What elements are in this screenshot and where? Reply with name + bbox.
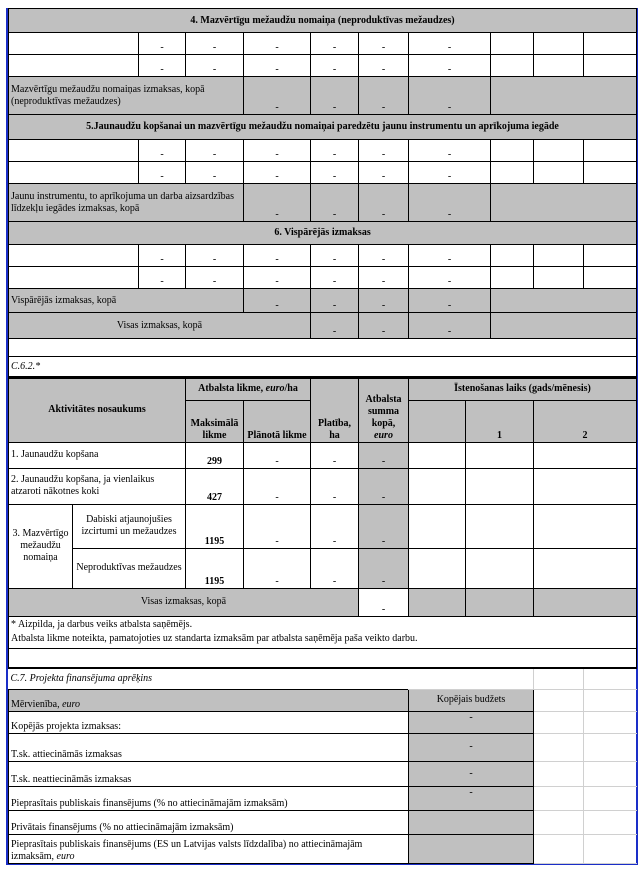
- total-value: -: [311, 77, 359, 115]
- budget-value: -: [409, 711, 534, 733]
- empty-cell: [584, 810, 637, 834]
- table-row: [9, 786, 637, 810]
- sum-value: -: [359, 548, 409, 588]
- empty-cell: [534, 786, 584, 810]
- c7-label-row: [9, 669, 637, 689]
- cell[interactable]: [9, 245, 139, 267]
- empty-cell: [534, 689, 584, 711]
- cell[interactable]: [491, 245, 534, 267]
- empty-cell: [9, 648, 637, 668]
- planned-rate-input[interactable]: -: [244, 442, 311, 468]
- table-row[interactable]: [9, 33, 637, 55]
- timing-cell[interactable]: [534, 504, 637, 548]
- cell[interactable]: -: [139, 55, 186, 77]
- cell[interactable]: -: [409, 162, 491, 184]
- filler: [466, 588, 534, 616]
- cell[interactable]: -: [244, 140, 311, 162]
- c62-total-value: -: [359, 588, 409, 616]
- rate-group-text: Atbalsta likme,: [198, 383, 266, 395]
- timing-col-header: 1: [466, 400, 534, 442]
- empty-cell: [534, 711, 584, 733]
- cell[interactable]: -: [186, 55, 244, 77]
- timing-cell[interactable]: [534, 468, 637, 504]
- cell[interactable]: -: [186, 245, 244, 267]
- cell[interactable]: [491, 140, 534, 162]
- row-label-text: Pieprasītais publiskais finansējums (ES un Latvijas valsts līdzdalība) no attiecināmajām izmaksām,: [11, 838, 363, 862]
- empty-cell: [9, 339, 637, 357]
- c62-label-row: [9, 357, 637, 377]
- sum-header: [359, 378, 409, 442]
- section-4-title: 4. Mazvērtīgu mežaudžu nomaiņa (neproduktīvas mežaudzes): [9, 9, 637, 33]
- filler: [534, 588, 637, 616]
- section-5-total-label: Jaunu instrumentu, to aprīkojuma un darba aizsardzības līdzekļu iegādes izmaksas, kopā: [9, 184, 244, 222]
- cell[interactable]: [584, 140, 637, 162]
- cell[interactable]: [534, 162, 584, 184]
- cell[interactable]: [584, 267, 637, 289]
- budget-header: Kopējais budžets: [409, 689, 534, 711]
- grand-total-label: Visas izmaksas, kopā: [9, 313, 311, 339]
- cell[interactable]: [491, 33, 534, 55]
- row-label-unit: euro: [56, 850, 75, 862]
- total-value: -: [311, 289, 359, 313]
- unit-text: Mērvienība,: [11, 698, 63, 710]
- cell[interactable]: -: [139, 162, 186, 184]
- section-6-total-row: [9, 289, 637, 313]
- group-name: 3. Mazvērtīgo mežaudžu nomaiņa: [9, 504, 73, 588]
- cell[interactable]: -: [186, 162, 244, 184]
- total-value: -: [409, 289, 491, 313]
- row-label: T.sk. neattiecināmās izmaksas: [9, 761, 409, 786]
- cell[interactable]: [534, 55, 584, 77]
- spacer-row: [9, 648, 637, 668]
- max-rate-header: Maksimālā likme: [186, 400, 244, 442]
- section-5-title: 5.Jaunaudžu kopšanai un mazvērtīgu mežaudžu nomaiņai paredzētu jaunu instrumentu un aprīkojuma iegāde: [9, 115, 637, 140]
- note-2: Atbalsta likme noteikta, pamatojoties uz standarta izmaksām par atbalsta saņēmēja paša veikto darbu.: [11, 633, 418, 644]
- cell[interactable]: -: [244, 162, 311, 184]
- max-rate: 1195: [186, 548, 244, 588]
- max-rate: 427: [186, 468, 244, 504]
- budget-value: [409, 810, 534, 834]
- section-5-total-row: [9, 184, 637, 222]
- sum-value: -: [359, 468, 409, 504]
- cell[interactable]: -: [409, 245, 491, 267]
- row-label: Privātais finansējums (% no attiecināmajām izmaksām): [9, 810, 409, 834]
- unit-label: [9, 689, 409, 711]
- notes: [9, 616, 637, 648]
- cell[interactable]: [9, 140, 139, 162]
- activity-subname: Neproduktīvas mežaudzes: [73, 548, 186, 588]
- c62-total-row: [9, 588, 637, 616]
- c62-label: C.6.2.*: [9, 357, 637, 377]
- empty-cell: [534, 810, 584, 834]
- cell[interactable]: -: [244, 267, 311, 289]
- cell[interactable]: -: [139, 33, 186, 55]
- section-4-total-label: Mazvērtīgu mežaudžu nomaiņas izmaksas, kopā (neproduktīvas mežaudzes): [9, 77, 244, 115]
- timing-cell[interactable]: [534, 548, 637, 588]
- cell[interactable]: -: [409, 267, 491, 289]
- total-value: -: [409, 77, 491, 115]
- cell[interactable]: [9, 267, 139, 289]
- cell[interactable]: -: [311, 33, 359, 55]
- area-input[interactable]: -: [311, 468, 359, 504]
- c7-label: C.7. Projekta finansējuma aprēķins: [10, 672, 153, 684]
- section-6-title: 6. Vispārējās izmaksas: [9, 222, 637, 245]
- total-value: -: [359, 289, 409, 313]
- max-rate: 299: [186, 442, 244, 468]
- cell[interactable]: -: [359, 33, 409, 55]
- cell[interactable]: -: [311, 55, 359, 77]
- cell[interactable]: [584, 245, 637, 267]
- grand-total-value: -: [311, 313, 359, 339]
- timing-cell[interactable]: [466, 504, 534, 548]
- cell[interactable]: [534, 33, 584, 55]
- section-4-total-row: [9, 77, 637, 115]
- planned-rate-input[interactable]: -: [244, 548, 311, 588]
- cell[interactable]: -: [409, 55, 491, 77]
- planned-rate-input[interactable]: -: [244, 504, 311, 548]
- timing-cell[interactable]: [466, 442, 534, 468]
- activity-name: 2. Jaunaudžu kopšana, ja vienlaikus atzaroti nākotnes koki: [9, 468, 186, 504]
- cell[interactable]: -: [359, 267, 409, 289]
- cell[interactable]: -: [311, 162, 359, 184]
- empty-cell: [584, 689, 637, 711]
- total-value: -: [311, 184, 359, 222]
- total-value: -: [359, 77, 409, 115]
- table-row: [9, 761, 637, 786]
- area-header: Platība, ha: [311, 378, 359, 442]
- cell[interactable]: -: [359, 55, 409, 77]
- table-row: [9, 711, 637, 733]
- empty-cell: [584, 733, 637, 761]
- budget-value: -: [409, 733, 534, 761]
- section-5-header: [9, 115, 637, 140]
- total-value: -: [244, 184, 311, 222]
- cell[interactable]: -: [311, 267, 359, 289]
- table-row: [9, 733, 637, 761]
- sum-value: -: [359, 504, 409, 548]
- notes-row: [9, 616, 637, 648]
- table-row[interactable]: [9, 162, 637, 184]
- timing-cell[interactable]: [409, 442, 466, 468]
- total-value: -: [409, 184, 491, 222]
- filler: [491, 184, 637, 222]
- empty-cell: [584, 711, 637, 733]
- cell[interactable]: -: [186, 267, 244, 289]
- cell[interactable]: [584, 55, 637, 77]
- table-row[interactable]: [9, 55, 637, 77]
- cell[interactable]: -: [311, 245, 359, 267]
- timing-cell[interactable]: [534, 442, 637, 468]
- activity-subname: Dabiski atjaunojušies izcirtumi un mežaudzes: [73, 504, 186, 548]
- table-row[interactable]: [9, 267, 637, 289]
- cell[interactable]: -: [186, 140, 244, 162]
- budget-value: -: [409, 761, 534, 786]
- cost-table: [8, 8, 637, 377]
- section-6-total-label: Vispārējās izmaksas, kopā: [9, 289, 244, 313]
- total-value: -: [244, 289, 311, 313]
- cell[interactable]: -: [359, 162, 409, 184]
- cell[interactable]: [9, 55, 139, 77]
- timing-col-header: 2: [534, 400, 637, 442]
- cell[interactable]: [491, 55, 534, 77]
- table-row[interactable]: [9, 468, 637, 504]
- sum-value: -: [359, 442, 409, 468]
- activity-header: Aktivitātes nosaukums: [9, 378, 186, 442]
- sum-header-unit: euro: [374, 429, 393, 441]
- table-row: [9, 810, 637, 834]
- grand-total-value: -: [409, 313, 491, 339]
- empty-cell: [584, 761, 637, 786]
- rate-group-unit: euro: [265, 383, 285, 395]
- max-rate: 1195: [186, 504, 244, 548]
- table-row[interactable]: [9, 245, 637, 267]
- filler: [491, 313, 637, 339]
- cell[interactable]: [491, 267, 534, 289]
- cell[interactable]: [9, 33, 139, 55]
- c62-header-row-1: [9, 378, 637, 400]
- rate-group-suffix: /ha: [284, 383, 298, 395]
- unit-value: euro: [62, 698, 81, 710]
- filler: [491, 77, 637, 115]
- area-input[interactable]: -: [311, 442, 359, 468]
- spreadsheet: [8, 8, 636, 864]
- timing-cell[interactable]: [466, 468, 534, 504]
- table-row: [9, 834, 637, 863]
- row-label: Kopējās projekta izmaksas:: [9, 711, 409, 733]
- empty-cell: [584, 669, 637, 689]
- timing-cell[interactable]: [409, 504, 466, 548]
- total-value: -: [359, 184, 409, 222]
- grand-total-value: -: [359, 313, 409, 339]
- c7-header-row: [9, 689, 637, 711]
- c62-total-label: Visas izmaksas, kopā: [9, 588, 359, 616]
- timing-header: Īstenošanas laiks (gads/mēnesis): [409, 378, 637, 400]
- row-label: Pieprasītais publiskais finansējums (% no attiecināmajām izmaksām): [9, 786, 409, 810]
- cell[interactable]: [534, 267, 584, 289]
- area-input[interactable]: -: [311, 548, 359, 588]
- cell[interactable]: -: [186, 33, 244, 55]
- c7-table: [8, 669, 637, 864]
- rate-group-header: [186, 378, 311, 400]
- sum-header-text: Atbalsta summa kopā,: [365, 393, 402, 429]
- table-row[interactable]: [9, 442, 637, 468]
- empty-cell: [584, 786, 637, 810]
- planned-rate-input[interactable]: -: [244, 468, 311, 504]
- empty-cell: [534, 669, 584, 689]
- cell[interactable]: -: [311, 140, 359, 162]
- timing-cell[interactable]: [409, 548, 466, 588]
- area-input[interactable]: -: [311, 504, 359, 548]
- timing-cell[interactable]: [466, 548, 534, 588]
- cell[interactable]: -: [139, 140, 186, 162]
- timing-cell[interactable]: [409, 468, 466, 504]
- cell[interactable]: -: [244, 245, 311, 267]
- empty-cell: [534, 834, 584, 863]
- section-6-header: [9, 222, 637, 245]
- cell[interactable]: [584, 33, 637, 55]
- timing-col-header: [409, 400, 466, 442]
- budget-value: [409, 834, 534, 863]
- budget-value: -: [409, 786, 534, 810]
- filler: [491, 289, 637, 313]
- empty-cell: [409, 669, 534, 689]
- table-row[interactable]: [9, 140, 637, 162]
- cell[interactable]: -: [359, 245, 409, 267]
- planned-rate-header: Plānotā likme: [244, 400, 311, 442]
- grand-total-row: [9, 313, 637, 339]
- table-row[interactable]: [9, 548, 637, 588]
- cell[interactable]: -: [139, 267, 186, 289]
- empty-cell: [534, 761, 584, 786]
- cell[interactable]: [9, 162, 139, 184]
- cell[interactable]: [584, 162, 637, 184]
- cell[interactable]: -: [409, 140, 491, 162]
- cell[interactable]: -: [244, 33, 311, 55]
- activity-name: 1. Jaunaudžu kopšana: [9, 442, 186, 468]
- section-4-header: [9, 9, 637, 33]
- row-label: [9, 834, 409, 863]
- cell[interactable]: -: [244, 55, 311, 77]
- cell[interactable]: [534, 140, 584, 162]
- note-1: * Aizpilda, ja darbus veiks atbalsta saņēmējs.: [11, 619, 193, 630]
- row-label: T.sk. attiecināmās izmaksas: [9, 733, 409, 761]
- empty-cell: [534, 733, 584, 761]
- table-row[interactable]: [9, 504, 637, 548]
- total-value: -: [244, 77, 311, 115]
- cell[interactable]: [534, 245, 584, 267]
- filler: [409, 588, 466, 616]
- cell[interactable]: -: [359, 140, 409, 162]
- c62-table: [8, 377, 637, 669]
- spacer-row: [9, 339, 637, 357]
- cell[interactable]: [491, 162, 534, 184]
- cell[interactable]: -: [409, 33, 491, 55]
- empty-cell: [584, 834, 637, 863]
- cell[interactable]: -: [139, 245, 186, 267]
